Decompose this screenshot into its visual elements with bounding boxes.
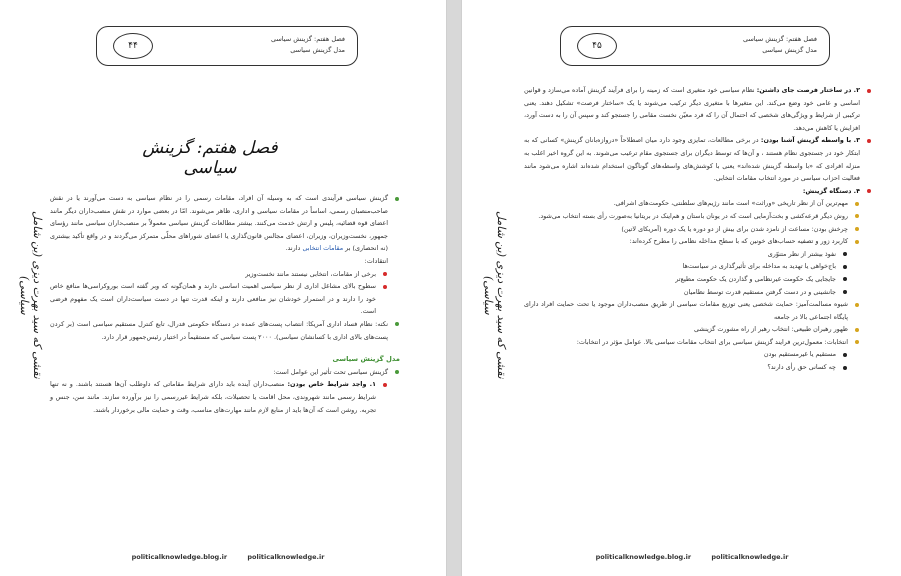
header-chapter: فصل هفتم: گزینش سیاسی (742, 35, 817, 43)
page-number: ۴۴ (113, 33, 153, 59)
bullet-dot (395, 322, 399, 326)
sub-item-text: ظهور رهبران طبیعی: انتخاب رهبر از راه مشورت گزینشی (694, 325, 848, 334)
sub-sub-item (524, 361, 872, 374)
sub-sub-item-text: جانشینی و در دست گرفتن مستقیم قدرت توسط نظامیان (683, 287, 836, 296)
item-text: نظام سیاسی خود متغیری است که زمینه را برای فرآیند گزینش آماده می‌سازد و قوانین اساسی و عامی خود وضع می‌کند. این متغیرها با متغیری دیگر ترکیب می‌شوند یا یک «ساختار فرصت» تشکیل دهند. یعنی ترکیبی از شرایط و ویژگی‌های شخصی که احتمال آن را که فرد معیّن نخست مقامی را جستجو کند و سپس آن را به دست آورد، افزایش یا کاهش می‌دهد. (524, 86, 860, 132)
page-footer: politicalknowledge.blog.ir politicalknowledge.ir (595, 553, 789, 561)
bullet-dot (843, 252, 847, 256)
left-page (0, 0, 447, 576)
header-text (271, 34, 345, 56)
bullet-dot (843, 353, 847, 357)
note-bullet (50, 318, 400, 343)
sub-item-text: مهم‌ترین آن از نظر تاریخی «وراثت» است مانند رژیم‌های سلطنتی، حکومت‌های اشرافی. (613, 199, 848, 208)
bullet-dot (867, 89, 871, 93)
intro-text: گزینش سیاسی فرآیندی است که به وسیله آن افراد، مقامات رسمی را در نظام سیاسی به دست می‌آورند یا در نقش صاحب‌منصبان رسمی، اساساً در مقامات سیاسی و اداری، ظاهر می‌شوند. امّا در بعضی موارد در نقش منصب‌داران دیگر مانند اعضای قوه قضائیه، پلیس و ارتش خدمت می‌کنند. بیشتر مطالعات گزینش سیاسی معمولاً بر منصب‌داران سیاسی مانند رؤسای جمهور، نخست‌وزیران، وزیران، اعضای مجالس قانون‌گذاری یا اعضای شوراهای محلّی متمرکز می‌گردند و در واقع تأکید بیشتری (نه انحصاری) بر (50, 194, 388, 253)
sub-sub-item-text: چه کسانی حق رأی دارند؟ (767, 363, 836, 372)
sub-item-text: روش دیگر قرعه‌کشی و بخت‌آزمایی است که در یونان باستان و هم‌اینک در بریتانیا به‌صورت رأی بسته انتخاب می‌شود. (538, 211, 848, 220)
sub-item (524, 323, 872, 336)
bullet-dot (383, 383, 387, 387)
bullet-dot (855, 340, 859, 344)
note-text: نکته: نظام فساد اداری آمریکا: انتصاب پست‌های عمده در دستگاه حکومتی فدرال، تابع کنترل مستقیم سیاسی است (بر کردن پست‌های بالای اداری با کسانشان سیاسی). ۲۰۰۰ پست سیاسی که مستقیماً در اختیار رئیس‌جمهور قرار دارد. (50, 319, 388, 341)
bullet-dot (843, 277, 847, 281)
right-content (524, 84, 872, 374)
sub-sub-item (524, 260, 872, 273)
item-title: ۴. دستگاه گزینش: (802, 186, 860, 195)
bullet-dot (855, 328, 859, 332)
side-title: نقشی که سید بهرت دیزی (بن شامل سیاسی) (18, 211, 44, 379)
sub-item (524, 235, 872, 248)
critiques-label: انتقادات: (364, 256, 388, 265)
critique-text: برخی از مقامات، انتخابی نیستند مانند نخست‌وزیر (245, 269, 376, 278)
list-item (524, 84, 872, 134)
sub-item (524, 197, 872, 210)
page-number: ۴۵ (577, 33, 617, 59)
header-section: مدل گزینش سیاسی (290, 46, 345, 54)
sub-item-text: شیوه مسالمت‌آمیز: حمایت شخصی یعنی توزیع مقامات سیاسی از طریق منصب‌داران موجود یا تحت حمایت افراد دارای پایگاه اجتماعی بالا در جامعه (524, 300, 848, 321)
bullet-dot (395, 370, 399, 374)
sub-sub-item-text: نفوذ بیشتر از نظر متنوّری (767, 249, 836, 258)
bullet-dot (855, 202, 859, 206)
left-content (50, 192, 400, 416)
right-page (461, 0, 901, 576)
sub-item (524, 223, 872, 236)
bullet-dot (395, 197, 399, 201)
bullet-dot (383, 285, 387, 289)
factor-title: ۱. واجد شرایط خاص بودن: (287, 380, 376, 389)
item-title: ۳. با واسطه گزینش آشنا بودن: (760, 136, 860, 145)
bullet-dot (867, 189, 871, 193)
bullet-dot (855, 227, 859, 231)
sub-sub-item (524, 248, 872, 261)
critique-item (50, 280, 400, 318)
section-intro-text: گزینش سیاسی تحت تأثیر این عوامل است: (273, 367, 388, 376)
sub-sub-item (524, 286, 872, 299)
bullet-dot (843, 366, 847, 370)
header-section: مدل گزینش سیاسی (762, 46, 817, 54)
chapter-title: فصل هفتم: گزینش سیاسی (142, 138, 278, 178)
factor-item (50, 378, 400, 416)
list-item (524, 185, 872, 198)
sub-item (524, 210, 872, 223)
sub-item-text: انتخابات: معمول‌ترین فرایند گزینش سیاسی برای انتخاب مقامات سیاسی بالا. عوامل مؤثر در انتخابات: (576, 337, 848, 346)
item-text: در برخی مطالعات، تمایزی وجود دارد میان اصطلاحاً «دروازه‌بانان گزینش» کسانی که به ابتکار خود در جستجوی نظام هستند ، و آن‌ها که توسط دیگران برای جستجوی مقام ترغیب می‌شوند. به این گروه اخیر اغلب به منزله افرادی که «با واسطه گزینش شده‌اند» یعنی با کوشش‌های واسطه‌های گوناگون استخدام شده‌اند اشاره می‌شود مانند فعالیت احزاب سیاسی در مورد انتخاب مقامات انتخابی. (524, 136, 860, 183)
header-chapter: فصل هفتم: گزینش سیاسی (270, 35, 345, 43)
bullet-dot (855, 240, 859, 244)
bullet-dot (843, 265, 847, 269)
bullet-dot (383, 272, 387, 276)
section-intro (50, 366, 400, 379)
sub-sub-item (524, 273, 872, 286)
page-header (560, 26, 830, 66)
sub-sub-item-text: باج‌خواهی یا تهدید به مداخله برای تأثیرگذاری در سیاست‌ها (682, 262, 836, 271)
sub-item-text: کاربرد زور و تصفیه حساب‌های خونین که با سطح مداخله نظامی را مطرح کرده‌اند: (629, 237, 848, 246)
item-title: ۲. در ساختار فرصت جای داشتن: (756, 86, 860, 94)
factor-text: منصب‌داران آینده باید دارای شرایط مقاماتی که داوطلب آن‌ها هستند باشند. و نه تنها شرایط رسمی مانند شهروندی، محل اقامت یا تحصیلات، بلکه شرایط غیررسمی را نیز برآورده سازند. مانند سن، جنس و تجربه. روشن است که آن‌ها باید از منابع لازم مانند مهارت‌های مناسب، وقت و حمایت مالی برخوردار باشند. (50, 380, 376, 414)
sub-item-text: چرخش بودن: مساعت از نامزد شدن برای بیش از دو دوره یا یک دوره (آمریکای لاتین) (621, 224, 848, 233)
critique-item (50, 268, 400, 281)
section-heading: مدل گزینش سیاسی (332, 355, 400, 364)
page-footer: politicalknowledge.blog.ir politicalknowledge.ir (131, 553, 325, 561)
intro-end: دارند. (285, 244, 301, 253)
bullet-dot (855, 303, 859, 307)
sub-sub-item-text: جایجایی یک حکومت غیرنظامی و گذاردن یک حکومت مطیع‌تر (675, 274, 836, 283)
side-title: نقشی که سید بهرت دیزی (بن شامل سیاسی) (482, 211, 508, 379)
critique-text: سطوح بالای مشاغل اداری از نظر سیاسی اهمیت اساسی دارند و همان‌گونه که وبر گفته است بوروکراسی‌ها منافع خاص خود را دارند و در استمرار خودشان نیز منافعی دارند و اینکه قدرت تنها در دست سیاست‌داران است یک مفهوم فرضی است. (50, 282, 376, 316)
sub-item (524, 336, 872, 349)
bullet-dot (843, 290, 847, 294)
bullet-dot (855, 214, 859, 218)
elected-offices-link[interactable]: مقامات انتخابی (302, 244, 344, 253)
sub-item (524, 298, 872, 323)
page-header (96, 26, 358, 66)
sub-sub-item (524, 348, 872, 361)
bullet-dot (867, 139, 871, 143)
list-item (524, 134, 872, 184)
book-gutter (447, 0, 461, 576)
sub-sub-item-text: مستقیم یا غیرمستقیم بودن (763, 350, 836, 359)
header-text (743, 34, 817, 56)
intro-bullet (50, 192, 400, 268)
